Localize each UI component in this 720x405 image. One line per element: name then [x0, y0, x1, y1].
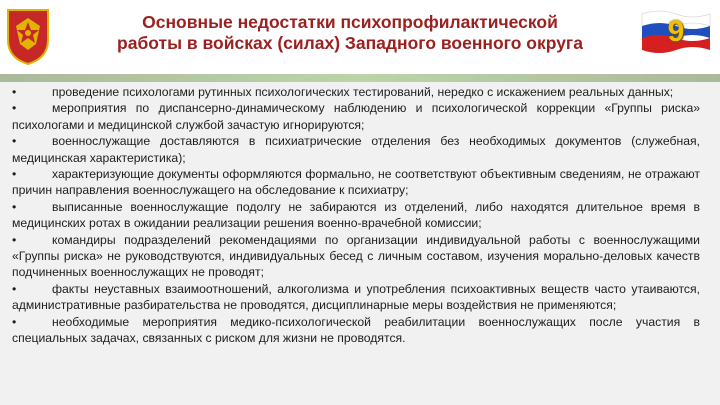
title-line-1: Основные недостатки психопрофилактической: [142, 12, 558, 32]
list-item: [12, 84, 700, 100]
list-item: [12, 100, 700, 133]
deficiencies-list: [12, 84, 700, 347]
list-item: [12, 166, 700, 199]
slide-number: 9: [667, 15, 685, 48]
emblem-icon: [4, 6, 52, 66]
list-item: [12, 232, 700, 281]
list-item: [12, 199, 700, 232]
header-divider: [0, 74, 720, 82]
item-text: военнослужащие доставляются в психиатрические отделения без необходимых документов (служебная, медицинская характеристика);: [12, 134, 700, 165]
item-text: необходимые мероприятия медико-психологической реабилитации военнослужащих после участия в специальных задачах, связанных с риском для жизни не проводятся.: [12, 314, 700, 346]
item-text: командиры подразделений рекомендациями по организации индивидуальной работы с военнослужащими «Группы риска» не руководствуются, индивидуальных бесед с личным составом, изучения морально-деловых качеств подчиненных военнослужащих не проводят;: [12, 232, 700, 280]
slide-header: [0, 0, 720, 74]
list-item: [12, 281, 700, 314]
bullet: •: [12, 199, 17, 214]
list-item: [12, 314, 700, 347]
item-text: проведение психологами рутинных психологических тестирований, нередко с искажением реальных данных;: [52, 85, 674, 99]
bullet: •: [12, 134, 17, 149]
bullet: •: [12, 281, 17, 296]
bullet: •: [12, 314, 17, 329]
item-text: мероприятия по диспансерно-динамическому наблюдению и психологической коррекции «Группы риска» психологами и медицинской службой зачастую игнорируются;: [12, 101, 700, 132]
item-text: выписанные военнослужащие подолгу не забираются из отделений, либо находятся длительное время в медицинских ротах в ожидании реализации решения военно-врачебной комиссии;: [12, 199, 700, 231]
bullet: •: [12, 232, 17, 247]
bullet: •: [12, 101, 17, 116]
item-text: характеризующие документы оформляются формально, не соответствуют объективным сведениям, не отражают причин направления военнослужащего на обследование к психиатру;: [12, 167, 700, 198]
list-item: [12, 133, 700, 166]
item-text: факты неуставных взаимоотношений, алкоголизма и употребления психоактивных веществ часто утаиваются, административные разбирательства не проводятся, дисциплинарные меры воздействия не применяются;: [12, 281, 700, 313]
title-line-2: работы в войсках (силах) Западного военного округа: [117, 33, 583, 53]
bullet: •: [12, 167, 17, 182]
bullet: •: [12, 85, 17, 99]
page-title: [70, 12, 630, 54]
